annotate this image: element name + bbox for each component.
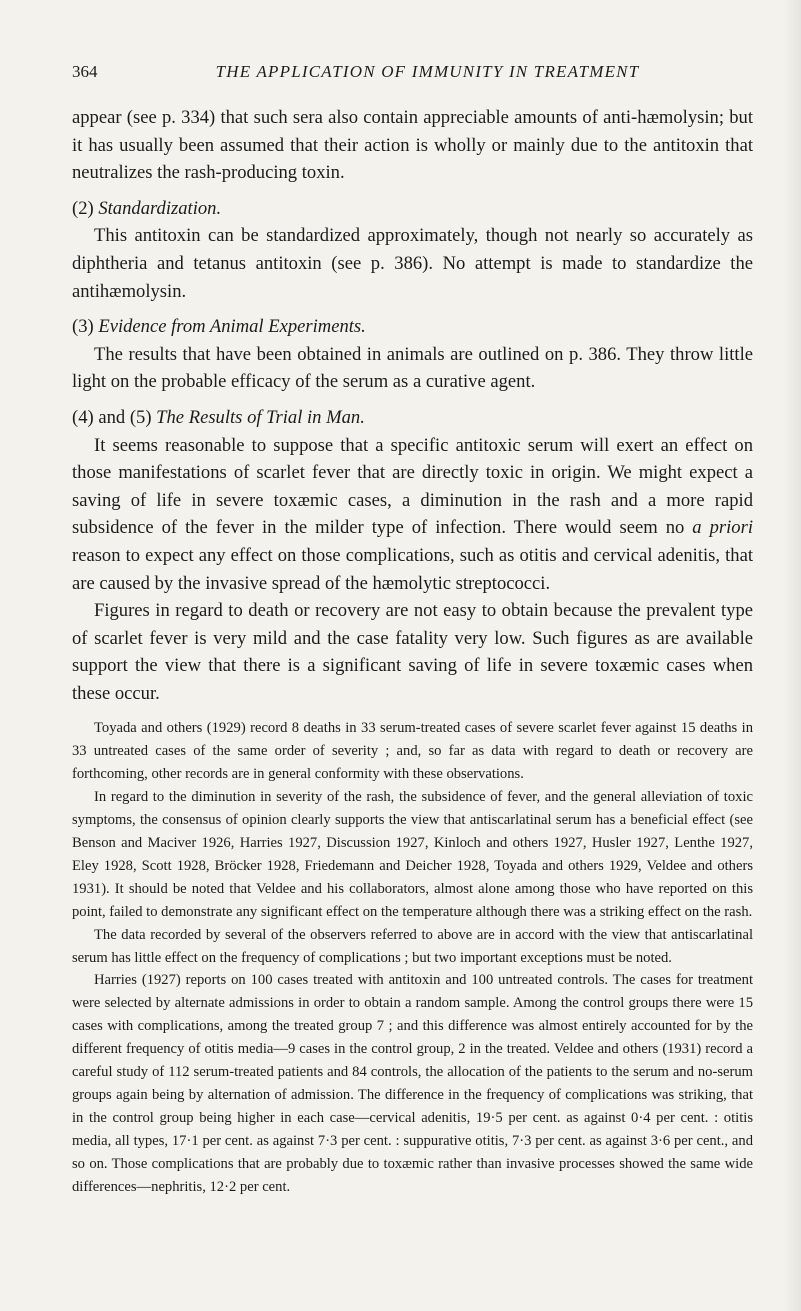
small-paragraph: In regard to the diminution in severity of the rash, the subsidence of fever, and the general alleviation of toxic symptoms, the consensus of opinion clearly supports the view that antiscarlatinal serum has a beneficial effect (see Benson and Maciver 1926, Harries 1927, Discussion 1927, Kinloch and others 1927, Husler 1927, Lenthe 1927, Eley 1928, Scott 1928, Bröcker 1928, Friedemann and Deicher 1928, Toyada and others 1929, Veldee and others 1931). It should be noted that Veldee and his collaborators, almost alone among those who have reported on this point, failed to demonstrate any significant effect on the temperature although there was a striking effect on the rash. (72, 789, 753, 920)
section-heading-animal-experiments (72, 313, 753, 341)
section-number: (2) (72, 197, 94, 219)
running-title: THE APPLICATION OF IMMUNITY IN TREATMENT (215, 62, 640, 81)
body-paragraph (72, 432, 753, 598)
body-paragraph: This antitoxin can be standardized approximately, though not nearly so accurately as diphtheria and tetanus antitoxin (see p. 386). No attempt is made to standardize the antihæmolysin. (72, 225, 753, 302)
small-print-text (72, 717, 753, 1198)
section-title: Standardization. (98, 197, 222, 219)
main-text (72, 104, 753, 707)
italic-phrase: a priori (692, 517, 753, 539)
section-heading-trial-in-man (72, 404, 753, 432)
body-paragraph: The results that have been obtained in animals are outlined on p. 386. They throw little light on the probable efficacy of the serum as a curative agent. (72, 343, 753, 393)
section-number: (4) and (5) (72, 406, 152, 428)
body-paragraph: Figures in regard to death or recovery are not easy to obtain because the prevalent type of scarlet fever is very mild and the case fatality very low. Such figures as are available support the view that there is a significant saving of life in severe toxæmic cases when these occur. (72, 600, 753, 704)
small-paragraph: The data recorded by several of the observers referred to above are in accord with the view that antiscarlatinal serum has little effect on the frequency of complications ; but two important exceptions must be noted. (72, 926, 753, 966)
small-paragraph: Harries (1927) reports on 100 cases treated with antitoxin and 100 untreated controls. The cases for treatment were selected by alternate admissions in order to obtain a random sample. Among the control groups there were 15 cases with complications, among the treated group 7 ; and this difference was almost entirely accounted for by the different frequency of otitis media—9 cases in the control group, 2 in the treated. Veldee and others (1931) record a careful study of 112 serum-treated patients and 84 controls, the allocation of the patients to the serum and no-serum groups again being by alternation of admission. The difference in the frequency of complications was striking, that in the control group being higher in each case—cervical adenitis, 19·5 per cent. as against 0·4 per cent. : otitis media, all types, 17·1 per cent. as against 7·3 per cent. : suppurative otitis, 7·3 per cent. as against 3·6 per cent., and so on. Those complications that are probably due to toxæmic rather than invasive processes showed the same wide differences—nephritis, 12·2 per cent. (72, 972, 753, 1195)
section-number: (3) (72, 316, 94, 338)
section-heading-standardization (72, 195, 753, 223)
text-run: reason to expect any effect on those complications, such as otitis and cervical adenitis, that are caused by the invasive spread of the hæmolytic streptococci. (72, 544, 753, 594)
section-title: The Results of Trial in Man. (156, 406, 365, 428)
continuation-paragraph: appear (see p. 334) that such sera also contain appreciable amounts of anti-hæmolysin; but it has usually been assumed that their action is wholly or mainly due to the antitoxin that neutralizes the rash-producing toxin. (72, 107, 753, 184)
text-run: It seems reasonable to suppose that a specific antitoxic serum will exert an effect on those manifestations of scarlet fever that are directly toxic in origin. We might expect a saving of life in severe toxæmic cases, a diminution in the rash and a more rapid subsidence of the fever in the milder type of infection. There would seem no (72, 434, 753, 539)
section-title: Evidence from Animal Experiments. (98, 316, 366, 338)
page-header (72, 62, 753, 82)
small-paragraph: Toyada and others (1929) record 8 deaths in 33 serum-treated cases of severe scarlet fever against 15 deaths in 33 untreated cases of the same order of severity ; and, so far as data with regard to death or recovery are forthcoming, other records are in general conformity with these observations. (72, 720, 753, 783)
page-number: 364 (72, 62, 98, 81)
